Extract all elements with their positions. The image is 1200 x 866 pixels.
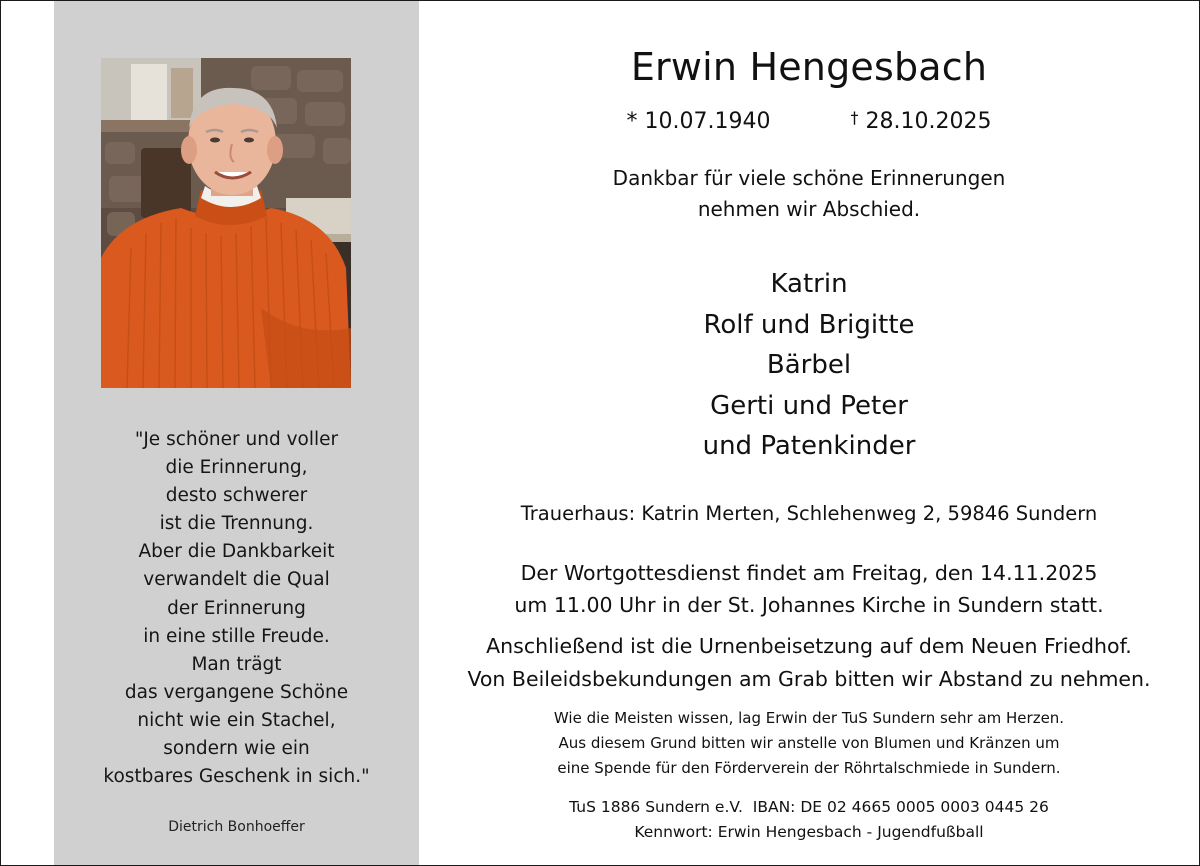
quote-author: Dietrich Bonhoeffer xyxy=(168,819,305,835)
life-dates xyxy=(419,103,1199,137)
quote-line: verwandelt die Qual xyxy=(143,569,330,591)
obituary-main xyxy=(419,1,1199,865)
donation-request xyxy=(419,706,1199,781)
quote-line: kostbares Geschenk in sich." xyxy=(103,766,370,788)
burial-line: Von Beileidsbekundungen am Grab bitten wir Abstand zu nehmen. xyxy=(467,667,1151,691)
quote-line: sondern wie ein xyxy=(163,738,310,760)
quote-line: desto schwerer xyxy=(165,485,308,507)
death-date-group xyxy=(851,103,992,137)
quote-line: die Erinnerung, xyxy=(165,457,308,479)
donation-keyword-line: Kennwort: Erwin Hengesbach - Jugendfußball xyxy=(634,823,984,841)
sidebar-panel xyxy=(54,1,419,865)
death-cross-icon: † xyxy=(850,108,859,127)
quote-line: das vergangene Schöne xyxy=(124,681,349,703)
quote-line: Aber die Dankbarkeit xyxy=(138,541,335,563)
quote-line: Man trägt xyxy=(191,653,282,675)
deceased-name: Erwin Hengesbach xyxy=(630,45,988,89)
quote-line: der Erinnerung xyxy=(167,597,306,619)
mourning-house-address: Trauerhaus: Katrin Merten, Schlehenweg 2, 59846 Sundern xyxy=(520,502,1098,525)
quote-line: nicht wie ein Stachel, xyxy=(137,709,336,731)
birth-star-icon: * xyxy=(626,109,638,134)
death-date: 28.10.2025 xyxy=(865,109,992,134)
donation-line: Aus diesem Grund bitten wir anstelle von Blumen und Kränzen um xyxy=(558,734,1060,752)
mourner-name: Rolf und Brigitte xyxy=(703,309,915,340)
quote-line: ist die Trennung. xyxy=(159,513,314,535)
bank-account-line: TuS 1886 Sundern e.V. IBAN: DE 02 4665 0005 0003 0445 26 xyxy=(569,798,1049,816)
burial-line: Anschließend ist die Urnenbeisetzung auf dem Neuen Friedhof. xyxy=(486,634,1132,658)
mourner-name: und Patenkinder xyxy=(702,431,916,461)
mourner-name: Gerti und Peter xyxy=(710,390,908,421)
donation-line: eine Spende für den Förderverein der Röhrtalschmiede in Sundern. xyxy=(557,759,1061,777)
portrait-photo xyxy=(101,58,351,388)
service-line: Der Wortgottesdienst findet am Freitag, den 14.11.2025 xyxy=(520,561,1098,585)
mourner-name: Katrin xyxy=(770,269,848,299)
mourner-name: Bärbel xyxy=(766,350,852,380)
farewell-line: Dankbar für viele schöne Erinnerungen xyxy=(612,166,1006,190)
farewell-line: nehmen wir Abschied. xyxy=(697,197,921,221)
portrait-illustration xyxy=(101,58,351,388)
memorial-quote xyxy=(54,426,419,791)
service-line: um 11.00 Uhr in der St. Johannes Kirche in Sundern statt. xyxy=(514,593,1104,617)
mourners-list xyxy=(419,264,1199,467)
donation-line: Wie die Meisten wissen, lag Erwin der TuS Sundern sehr am Herzen. xyxy=(553,709,1065,727)
birth-date: 10.07.1940 xyxy=(644,109,771,134)
quote-line: "Je schöner und voller xyxy=(134,429,339,450)
farewell-text xyxy=(419,163,1199,225)
birth-date-group xyxy=(627,107,771,137)
service-info xyxy=(419,557,1199,621)
burial-info xyxy=(419,630,1199,696)
quote-line: in eine stille Freude. xyxy=(143,625,330,647)
bank-details xyxy=(419,795,1199,845)
